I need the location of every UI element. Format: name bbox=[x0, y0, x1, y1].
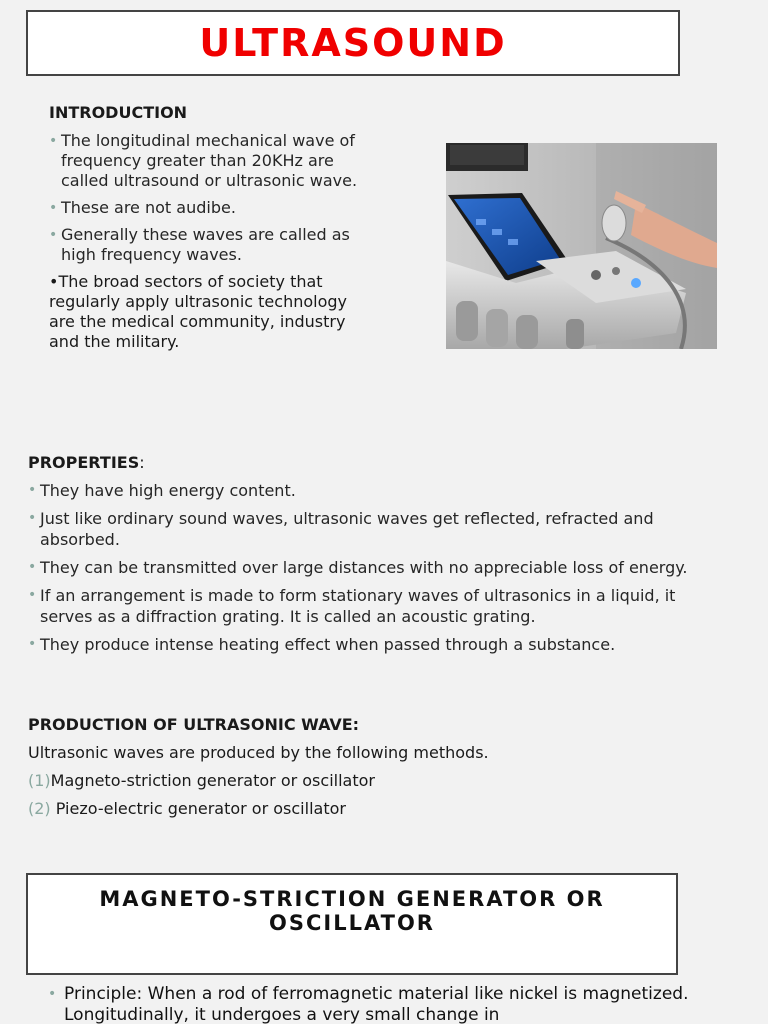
production-heading: PRODUCTION OF ULTRASONIC WAVE: bbox=[28, 715, 360, 734]
bullet-icon: • bbox=[49, 133, 58, 149]
list-item: • If an arrangement is made to form stationary waves of ultrasonics in a liquid, it serves as a diffraction grating. It is called an acoustic grating. bbox=[28, 586, 676, 626]
list-item: • Just like ordinary sound waves, ultrasonic waves get reflected, refracted and absorbed. bbox=[28, 509, 654, 549]
section-title-line1: MAGNETO-STRICTION GENERATOR OR bbox=[99, 887, 605, 911]
magnetostriction-section-box bbox=[26, 873, 678, 975]
introduction-heading: INTRODUCTION bbox=[49, 103, 188, 122]
production-intro: Ultrasonic waves are produced by the following methods. bbox=[28, 743, 489, 762]
production-section bbox=[28, 714, 688, 826]
bullet-icon: • bbox=[28, 587, 37, 603]
bullet-icon: • bbox=[28, 482, 37, 498]
list-item: • These are not audibe. bbox=[49, 198, 236, 217]
method-item: (1)Magneto-striction generator or oscillator bbox=[28, 771, 375, 790]
introduction-paragraph: •The broad sectors of society that regularly apply ultrasonic technology are the medical community, industry and the military. bbox=[49, 272, 347, 351]
list-item: • The longitudinal mechanical wave of frequency greater than 20KHz are called ultrasound or ultrasonic wave. bbox=[49, 131, 358, 190]
bullet-icon: • bbox=[28, 636, 37, 652]
list-item: • Generally these waves are called as high frequency waves. bbox=[49, 225, 350, 264]
introduction-list bbox=[49, 131, 369, 265]
list-item: • They can be transmitted over large distances with no appreciable loss of energy. bbox=[28, 558, 688, 577]
introduction-section bbox=[49, 103, 369, 352]
principle-section bbox=[48, 984, 698, 1024]
list-item: • They produce intense heating effect when passed through a substance. bbox=[28, 635, 616, 654]
bullet-icon: • bbox=[28, 510, 37, 526]
properties-heading: PROPERTIES: bbox=[28, 453, 145, 472]
properties-section bbox=[28, 452, 688, 662]
principle-list bbox=[48, 984, 698, 1024]
section-title-line2: OSCILLATOR bbox=[269, 911, 435, 935]
properties-list bbox=[28, 480, 688, 655]
title-box bbox=[26, 10, 680, 76]
page-title: ULTRASOUND bbox=[199, 21, 507, 65]
ultrasound-machine-image bbox=[446, 143, 717, 349]
list-item: • Principle: When a rod of ferromagnetic material like nickel is magnetized. Longitudinally, it undergoes a very small change in bbox=[48, 984, 689, 1024]
bullet-icon: • bbox=[49, 200, 58, 216]
bullet-icon: • bbox=[49, 227, 58, 243]
method-item: (2) Piezo-electric generator or oscillator bbox=[28, 799, 346, 818]
list-item: • They have high energy content. bbox=[28, 481, 296, 500]
ultrasound-machine-illustration bbox=[446, 143, 717, 349]
bullet-icon: • bbox=[48, 986, 57, 1002]
bullet-icon: • bbox=[28, 559, 37, 575]
